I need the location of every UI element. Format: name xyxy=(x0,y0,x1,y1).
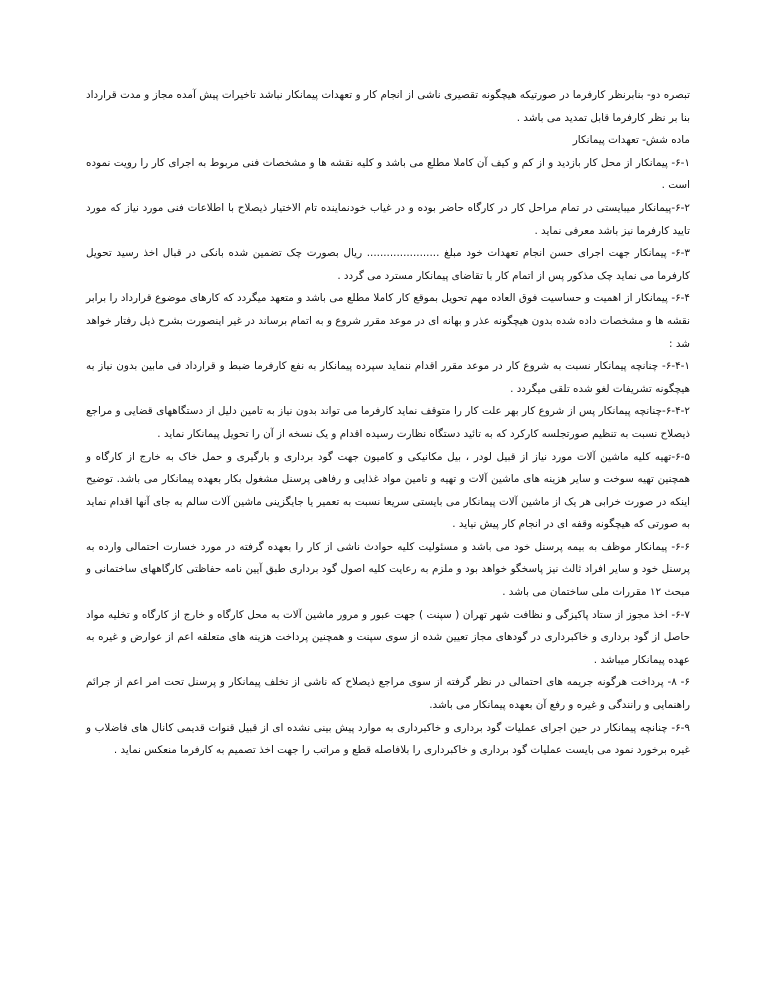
document-body xyxy=(86,84,690,762)
clause-6-5: ۶-۵-تهیه کلیه ماشین آلات مورد نیاز از قبیل لودر ، بیل مکانیکی و کامیون جهت گود برداری و بارگیری و حمل خاک به خارج از کارگاه و همچنین تهیه سوخت و سایر هزینه های ماشین آلات و تهیه و تامین مواد غذایی و رفاهی پرسنل مشغول بکار بعهده پیمانکار می باشد. توضیح اینکه در صورت خرابی هر یک از ماشین آلات پیمانکار می بایستی سریعا نسبت به تعمیر یا جایگزینی ماشین آلات سالم به جای آنها اقدام نماید به صورتی که هیچگونه وقفه ای در انجام کار پیش نیاید . xyxy=(86,450,690,531)
clause-6-4: ۶-۴- پیمانکار از اهمیت و حساسیت فوق العاده مهم تحویل بموقع کار کاملا مطلع می باشد و متعهد میگردد که کارهای موضوع قرارداد را برابر نقشه ها و مشخصات داده شده بدون هیچگونه عذر و بهانه ای در موعد مقرر شروع و به اتمام برساند در غیر اینصورت بشرح ذیل رفتار خواهد شد : xyxy=(86,292,690,350)
note-two-paragraph: تبصره دو- بنابرنظر کارفرما در صورتیکه هیچگونه تقصیری ناشی از انجام کار و تعهدات پیمانکار نباشد تاخیرات پیش آمده مجاز و مدت قرارداد بنا بر نظر کارفرما قابل تمدید می باشد . xyxy=(86,89,690,124)
clause-6-3: ۶-۳- پیمانکار جهت اجرای حسن انجام تعهدات خود مبلغ ...................... ریال بصورت چک تضمین شده بانکی در قبال اخذ رسید تحویل کارفرما می نماید چک مذکور پس از اتمام کار با تقاضای پیمانکار مسترد می گردد . xyxy=(86,247,690,282)
clause-6-8: ۶- ۸- پرداخت هرگونه جریمه های احتمالی در نظر گرفته از سوی مراجع ذیصلاح که ناشی از تخلف پیمانکار و پرسنل تحت امر اعم از جرائم راهنمایی و رانندگی و غیره و رفع آن بعهده پیمانکار می باشد. xyxy=(86,676,690,712)
clause-6-2: ۶-۲-پیمانکار میبایستی در تمام مراحل کار در کارگاه حاضر بوده و در غیاب خودنماینده تام الاختیار ذیصلاح با اطلاعات فنی مورد نیاز که مورد تایید کارفرما نیز باشد معرفی نماید . xyxy=(86,201,690,237)
article-six-heading: ماده شش- تعهدات پیمانکار xyxy=(572,134,690,147)
clause-6-4-1: ۶-۴-۱- چنانچه پیمانکار نسبت به شروع کار در موعد مقرر اقدام ننماید سپرده پیمانکار به نفع کارفرما ضبط و قرارداد فی مابین بدون نیاز به هیچگونه تشریفات لغو شده تلقی میگردد . xyxy=(86,360,690,395)
clause-6-4-2: ۶-۴-۲-چنانچه پیمانکار پس از شروع کار بهر علت کار را متوقف نماید کارفرما می تواند بدون نیاز به تامین دلیل از دستگاههای قضایی و مراجع ذیصلاح نسبت به تنظیم صورتجلسه کارکرد که به تائید دستگاه نظارت رسیده اقدام و یک نسخه از آن را تحویل پیمانکار نماید . xyxy=(86,405,690,440)
clause-6-1: ۶-۱- پیمانکار از محل کار بازدید و از کم و کیف آن کاملا مطلع می باشد و کلیه نقشه ها و مشخصات فنی مربوط به اجرای کار را رویت نموده است . xyxy=(86,156,690,192)
clause-6-7: ۶-۷- اخذ مجوز از ستاد پاکیزگی و نظافت شهر تهران ( سپنت ) جهت عبور و مرور ماشین آلات به محل کارگاه و خارج از کارگاه و تخلیه مواد حاصل از گود برداری و خاکبرداری در گودهای مجاز تعیین شده از سوی سپنت و همچنین پرداخت هزینه های متعلقه اعم از عوارض و غیره به عهده پیمانکار میباشد . xyxy=(86,608,690,666)
clause-6-6: ۶-۶- پیمانکار موظف به بیمه پرسنل خود می باشد و مسئولیت کلیه حوادث ناشی از کار را بعهده گرفته در مورد خسارت احتمالی وارده به پرسنل خود و سایر افراد ثالث نیز پاسخگو خواهد بود و ملزم به رعایت کلیه اصول گود برداری طبق آیین نامه حفاظتی کارگاههای ساختمانی و مبحث ۱۲ مقررات ملی ساختمان می باشد . xyxy=(86,540,690,599)
clause-6-9: ۶-۹- چنانچه پیمانکار در حین اجرای عملیات گود برداری و خاکبرداری به موارد پیش بینی نشده ای از قبیل قنوات قدیمی کانال های فاضلاب و غیره برخورد نمود می بایست عملیات گود برداری و خاکبرداری را بلافاصله قطع و مراتب را جهت اخذ تصمیم به کارفرما منعکس نماید . xyxy=(86,721,690,757)
